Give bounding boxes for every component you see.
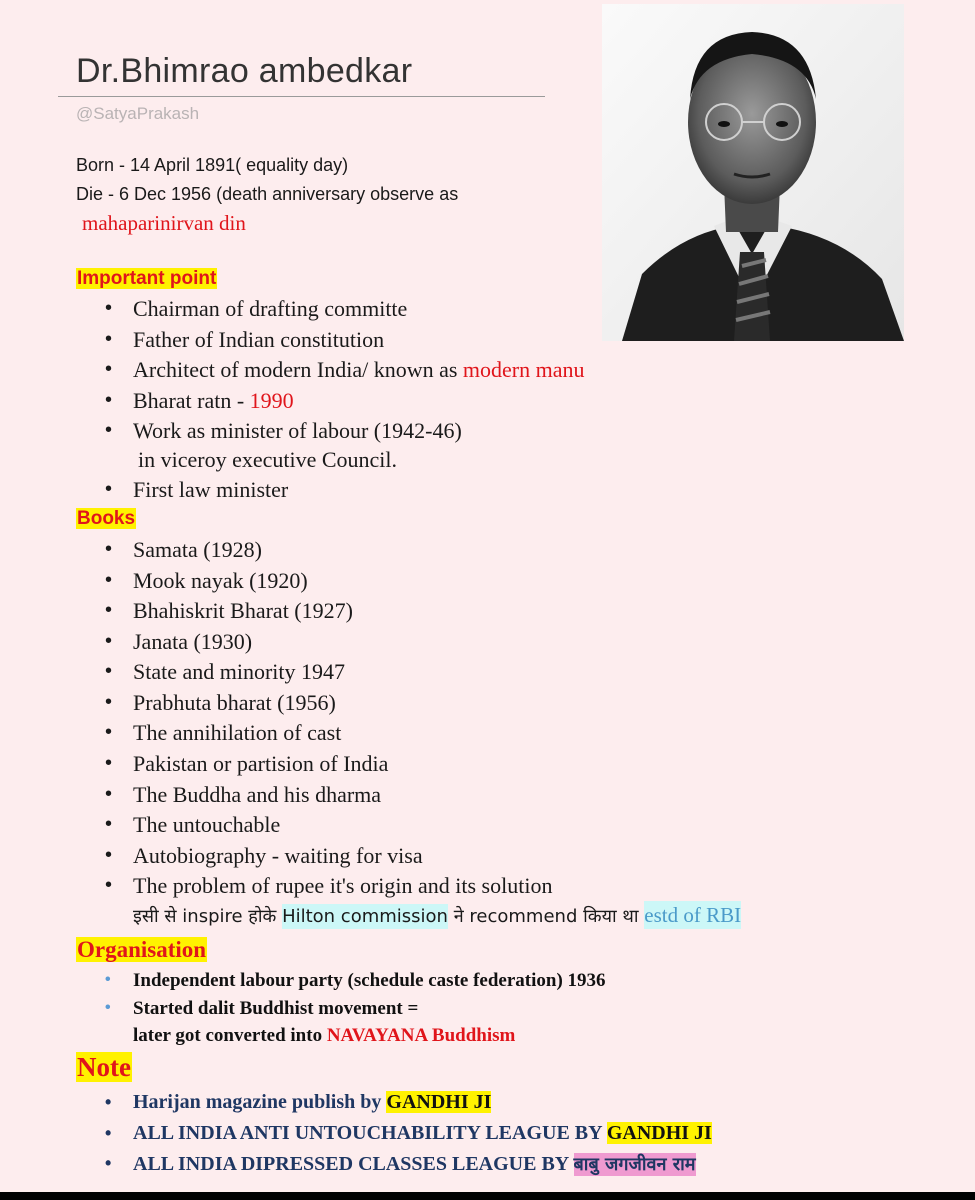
list-item-continuation: in viceroy executive Council.	[138, 447, 398, 472]
mahaparinirvan-din: mahaparinirvan din	[82, 211, 246, 235]
ambedkar-portrait	[602, 4, 904, 341]
notes-page: Dr.Bhimrao ambedkar @SatyaPrakash Born - 14 April 1891( equality day) Die - 6 Dec 1956 (death anniversary observe as mahaparinirvan din Important point Chairman of drafting committe Father of Indian constitution Architect of modern India/ known as modern manu Bharat ratn - 1990 Work as minister of labour (1942-46) in viceroy executive Council. First law minister Books Samata (1928) Mook nayak (1920) Bhahiskrit Bharat (1927) Janata (1930) State and minority 1947 Prabhuta bharat (1956) The annihilation of cast Pakistan or partision of India The Buddha and his dharma The untouchable Autobiography - waiting for visa The problem of rupee it's origin and its solution इसी से inspire होके Hilton commission ने recommend किया था estd of RBI Organisation Independent labour party (schedule caste federation) 1936 Started dalit Buddhist movement = later got converted into NAVAYANA Buddhism Note Harijan magazine publish by GANDHI JI ALL INDIA ANTI UNTOUCHABILITY LEAGUE BY GANDHI JI ALL INDIA DIPRESSED CLASSES LEAGUE BY बाबु जगजीवन राम	[0, 0, 975, 1192]
organisation-heading: Organisation	[77, 937, 207, 962]
list-item-continuation: later got converted into NAVAYANA Buddhism	[133, 1025, 516, 1046]
books-heading: Books	[77, 508, 136, 529]
important-heading: Important point	[77, 268, 217, 289]
note-heading: Note	[77, 1052, 131, 1082]
rupee-note: इसी से inspire होके Hilton commission ने recommend किया था estd of RBI	[133, 903, 742, 927]
died-line: Die - 6 Dec 1956 (death anniversary observe as	[76, 184, 459, 204]
page-title: Dr.Bhimrao ambedkar	[76, 52, 413, 90]
title-divider	[58, 96, 545, 97]
portrait-illustration	[602, 4, 904, 341]
born-line: Born - 14 April 1891( equality day)	[76, 155, 349, 175]
author-handle: @SatyaPrakash	[76, 104, 200, 123]
